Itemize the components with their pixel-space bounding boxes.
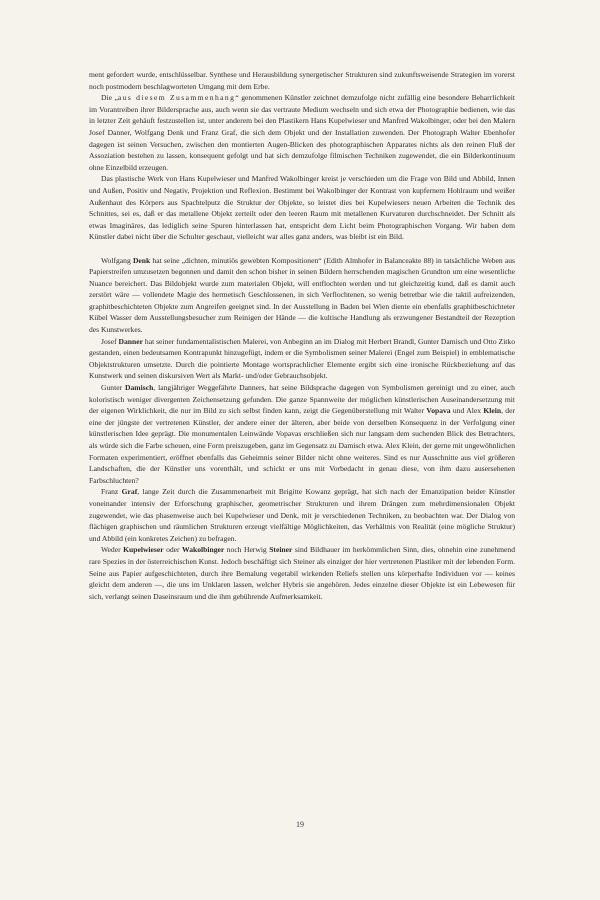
- paragraph: [89, 255, 515, 336]
- artist-name: Denk: [132, 255, 151, 265]
- artist-name: Vopava: [426, 406, 451, 416]
- text-segment: sind Bildhauer im herkömmlichen Sinn, dies, ohnehin eine zunehmend rare Spezies in der österreichischen Kunst. Jedoch beschäftigt sich Steiner als einziger der hier vertretenen Plastiker mit der lebenden Form. Seine aus Papier aufgeschichteten, durch ihre Bemalung vegetabil wirkenden Reliefs stellen uns körperhafte Individuen vor — keines gleicht dem anderen —, die uns im Unklaren lassen, welcher Hybris sie angehören. Jedes einzelne dieser Objekte ist ein Lebewesen für sich, verlangt seinen Daseinsraum und die ihm gebührende Aufmerksamkeit.: [89, 545, 515, 601]
- artist-name: Danner: [118, 336, 143, 346]
- text-segment: , langjähriger Weggefährte Danners, hat seine Bildsprache dagegen von Symbolismen gereinigt und zu einer, auch koloristisch weniger divergenten Zeichensetzung gefunden. Die ganze Spannweite der möglichen künstlerischen Auseinandersetzung mit der eigenen Wirklichkeit, die nur im Bild zu sich selbst finden kann, zeigt die Gegenüberstellung mit Walter: [89, 383, 515, 416]
- text-segment: Das plastische Werk von Hans Kupelwieser und Manfred Wakolbinger kreist je verschieden um die Frage von Bild und Abbild, Innen und Außen, Positiv und Negativ, Projektion und Reflexion. Bestimmt bei Wakolbinger der Kontrast von kupfernem Hohlraum und weißer Außenhaut des Körpers aus Spachtelputz die Struktur der Objekte, so leistet dies bei Kupelwiesers neuen Arbeiten die Technik des Schnittes, sei es, daß er das metallene Objekt zerteilt oder den leeren Raum mit metallenen Kurvaturen durchschneidet. Der Schnitt als etwas Imaginäres, das lediglich seine Spuren hinterlassen hat, entspricht dem Licht beim Photographischen Vorgang. Wir haben dem Künstler dabei nicht über die Schulter geschaut, vielleicht war alles ganz anders, was bleibt ist ein Bild.: [89, 174, 515, 242]
- artist-name: Wakolbinger: [182, 545, 225, 555]
- text-segment: Wolfgang: [101, 255, 133, 265]
- paragraph: [89, 382, 515, 486]
- artist-name: Graf: [121, 487, 138, 497]
- text-segment: Josef: [101, 336, 119, 346]
- paragraph: [89, 544, 515, 602]
- text-segment: hat seiner fundamentalistischen Malerei, von Anbeginn an im Dialog mit Herbert Brandl, Gunter Damisch und Otto Zitko gestanden, einen bedeutsamen Kontrapunkt hinzugefügt, indem er die Symbolismen seiner Malerei (Engel zum Beispiel) in emblematische Objektstrukturen umsetzte. Durch die pointierte Montage wortsprachlicher Elemente ergibt sich eine ironische Rückbeziehung auf das Kunstwerk und seinen diskursiven Wert als Markt- und/oder Gebrauchsobjekt.: [89, 336, 516, 381]
- artist-name: Steiner: [269, 545, 293, 555]
- paragraph: [89, 69, 515, 92]
- text-segment: , lange Zeit durch die Zusammenarbeit mit Brigitte Kowanz geprägt, hat sich nach der Emanzipation beider Künstler voneinander intensiv der Erforschung graphischer, geometrischer Strukturen und ihrem Drängen zum mehrdimensionalen Objekt zugewendet, wie das phasenweise auch bei Kupelwieser und Denk, mit je verschiedenen Techniken, zu beobachten war. Der Dialog von flächigen graphischen und räumlichen Strukturen erzeugt vielfältige Möglichkeiten, das Verhältnis von Realität (eine mögliche Struktur) und Abbild (ein konkretes Zeichen) zu befragen.: [89, 487, 515, 543]
- text-segment: aus diesem Zusammenhang: [117, 93, 236, 103]
- text-segment: Die „: [101, 93, 118, 103]
- text-segment: Weder: [101, 545, 124, 555]
- body-text: [89, 69, 515, 602]
- text-segment: Franz: [101, 487, 122, 497]
- paragraph: [89, 336, 515, 382]
- text-segment: oder: [163, 545, 183, 555]
- artist-name: Kupelwieser: [123, 545, 164, 555]
- paragraph: [89, 486, 515, 544]
- artist-name: Klein: [483, 406, 502, 416]
- text-segment: noch Herwig: [224, 545, 270, 555]
- paragraph: [89, 173, 515, 243]
- text-segment: ment gefordert wurde, entschlüsselbar. Synthese und Herausbildung synergetischer Strukturen sind zukunftsweisende Strategien im vorerst noch postmodern beschlagworteten Umgang mit dem Erbe.: [89, 70, 515, 91]
- artist-name: Damisch: [125, 383, 154, 393]
- page-number: 19: [296, 820, 304, 829]
- text-segment: hat seine „dichten, minutiös gewebten Kompositionen“ (Edith Almhofer in Balanceakte 88) in tatsächliche Weben aus Papierstreifen umzusetzen begonnen und damit den schon bisher in seinen Bildern herrschenden magischen Grundton um eine wesentliche Nuance bereichert. Das Bildobjekt wurde zum materialen Objekt, will entflochten werden und tut gleichzeitig kund, daß es damit auch zerstört wäre — vollendete Magie des hermetisch Geschlossenen, in sich Verflochtenen, so wenig betretbar wie die taktil aufreizenden, graphitbeschichteten Objekte zum Angreifen geeignet sind. In der Ausstellung in Baden bei Wien diente ein ebenfalls graphitbeschichteter Kübel Wasser dem Ausstellungsbesucher zum Reinigen der Hände — die kultische Handlung als erzwungener Bestandteil der Rezeption des Kunstwerkes.: [89, 255, 515, 335]
- text-segment: , der eine der jüngste der vertretenen Künstler, der andere einer der älteren, aber beide von derselben Konsequenz in der Verfolgung einer künstlerischen Idee geprägt. Die monumentalen Leinwände Vopavas erschließen sich nur langsam dem suchenden Blick des Betrachters, als würde sich die Farbe scheuen, eine Form preiszugeben, ganz im Gegensatz zu Damisch etwa. Alex Klein, der gerne mit ungewöhnlichen Formaten experimentiert, eröffnet ebenfalls das Geheimnis seiner Bilder nicht ohne weiteres. Sind es nur Ausschnitte aus viel größeren Landschaften, die der Künstler uns vorenthält, und schickt er uns mit Vorbedacht in genau diese, von ihm dazu ausersehenen Farbschluchten?: [89, 406, 515, 485]
- text-segment: Gunter: [101, 383, 126, 393]
- text-segment: “ genommenen Künstler zeichnet demzufolge nicht zufällig eine besondere Beharrlichkeit im Vorantreiben ihrer Bildersprache aus, auch wenn sie das vertraute Medium wechseln und sich etwa der Photographie bedienen, wie das in letzter Zeit gehäuft festzustellen ist, unter anderem bei den Plastikern Hans Kupelwieser und Manfred Wakolbinger, oder bei den Malern Josef Danner, Wolfgang Denk und Franz Graf, die sich dem Objekt und der Installation zuwenden. Der Photograph Walter Ebenhofer dagegen ist seinen Versuchen, zwischen den montierten Augen-Blicken des photographischen Apparates nichts als den reinen Fluß der Assoziation bestehen zu lassen, konsequent gefolgt und hat sich demzufolge filmischen Techniken zugewendet, die ein Bilderkontinuum ohne Einzelbild erzeugen.: [89, 93, 515, 172]
- paragraph: [89, 92, 515, 173]
- text-segment: und Alex: [450, 406, 484, 416]
